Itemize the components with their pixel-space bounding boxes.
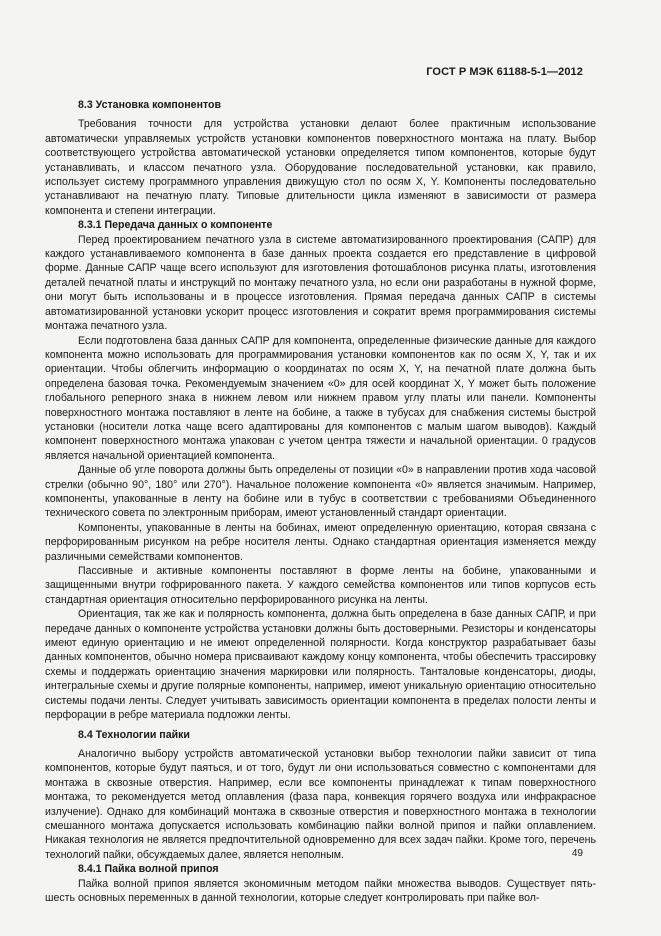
paragraph: Аналогично выбору устройств автоматической установки выбор технологии пайки зависит от типа компонентов, которые будут паяться, и от того, будут ли они использоваться совместно с компонентами для монтажа в сквозные отверстия. Например, если все компоненты принадлежат к типам поверхностного монтажа, то рекомендуется метод оплавления (фаза пара, конвекция горячего воздуха или инфракрасное излучение). Однако для комбинаций монтажа в сквозные отверстия и поверхностного монтажа в технологии смешанного монтажа допускается использовать комбинацию пайки волной припоя и пайки оплавлением. Никакая технология не является предпочтительной одновременно для всех задач пайки. Кроме того, перечень технологий пайки, обсуждаемых далее, является неполным. bbox=[45, 747, 596, 861]
paragraph: Пассивные и активные компоненты поставляют в форме ленты на бобине, упакованными и защищенными внутри гофрированного пакета. У каждого семейства компонентов или типов корпусов есть стандартная ориентация относительно перфорированного рисунка на ленты. bbox=[45, 565, 596, 606]
paragraph: Пайка волной припоя является экономичным методом пайки множества выводов. Существует пять-шесть основных переменных в данной технологии, которые следует контролировать при пайке вол- bbox=[45, 877, 596, 904]
section-title-8-4: 8.4 Технологии пайки bbox=[78, 729, 190, 742]
document-code: ГОСТ Р МЭК 61188-5-1—2012 bbox=[426, 66, 583, 78]
page-number: 49 bbox=[571, 848, 583, 859]
paragraph: Перед проектированием печатного узла в системе автоматизированного проектирования (САПР) для каждого устанавливаемого компонента в базе данных проекта создается его представление в цифровой форме. Данные САПР чаще всего используют для изготовления фотошаблонов рисунка платы, изготовления деталей печатной платы и инструкций по монтажу печатного узла, но если они разработаны в нужной форме, они могут быть использованы и в процессе изготовления. Прямая передача данных САПР в системы автоматизированной установки ускорит процесс изготовления и сократит время программирования системы монтажа печатного узла. bbox=[45, 233, 596, 333]
paragraph: Ориентация, так же как и полярность компонента, должна быть определена в базе данных САПР, и при передаче данных о компоненте устройства установки должны быть достоверными. Резисторы и конденсаторы имеют единую ориентацию и не имеют определенной полярности. Когда конструктор разрабатывает базы данных компонентов, обычно номера присваивают каждому концу компонента, чтобы обеспечить трассировку схемы и поддержать ориентацию значения маркировки или полярность. Танталовые конденсаторы, диоды, интегральные схемы и другие полярные компоненты, например, имеют уникальную ориентацию относительно системы подачи ленты. Следует учитывать зависимость ориентации компонента в пределах полости ленты и перфорации в ребре материала подложки ленты. bbox=[45, 608, 596, 722]
section-title-8-3-1: 8.3.1 Передача данных о компоненте bbox=[78, 219, 273, 232]
paragraph: Компоненты, упакованные в ленты на бобинах, имеют определенную ориентацию, которая связана с перфорированным рисунком на ребре носителя ленты. Однако стандартная ориентация изменяется между различными семействами компонентов. bbox=[45, 521, 596, 563]
paragraph: Требования точности для устройства установки делают более практичным использование автоматически управляемых устройств установки компонентов поверхностного монтажа на плату. Выбор соответствующего устройства автоматической установки определяется типом компонентов, которые будут устанавливать, и классом печатного узла. Оборудование последовательной установки, как правило, использует систему программного управления движущую стол по осям X, Y. Компоненты последовательно устанавливают на печатную плату. Типовые длительности цикла изменяют в зависимости от размера компонента и степени интеграции. bbox=[45, 118, 596, 217]
page-body bbox=[45, 92, 596, 905]
paragraph: Данные об угле поворота должны быть определены от позиции «0» в направлении против хода часовой стрелки (обычно 90°, 180° или 270°). Начальное положение компонента «0» является значимым. Например, компоненты, упакованные в ленту на бобине или в тубус в соответствии с требованиями Объединенного технического совета по электронным приборам, имеют установленный стандарт ориентации. bbox=[45, 464, 596, 520]
section-title-8-4-1: 8.4.1 Пайка волной припоя bbox=[78, 863, 219, 876]
section-title-8-3: 8.3 Установка компонентов bbox=[78, 99, 222, 111]
paragraph: Если подготовлена база данных САПР для компонента, определенные физические данные для каждого компонента можно использовать для программирования установки компонентов как по осям X, Y, так и их ориентации. Чтобы облегчить информацию о координатах по осям X, Y, на печатной плате должна быть определена базовая точка. Рекомендуемым значением «0» для осей координат X, Y может быть положение глобального реперного знака в нижнем левом или нижнем правом углу платы или панели. Компоненты поверхностного монтажа поставляют в ленте на бобине, а также в тубусах для снабжения системы быстрой установки (носители лотка чаще всего адаптированы для компонентов с малым шагом выводов). Каждый компонент поверхностного монтажа упакован с учетом центра тяжести и начальной ориентации. 0 градусов является начальной ориентацией компонента. bbox=[45, 334, 596, 462]
